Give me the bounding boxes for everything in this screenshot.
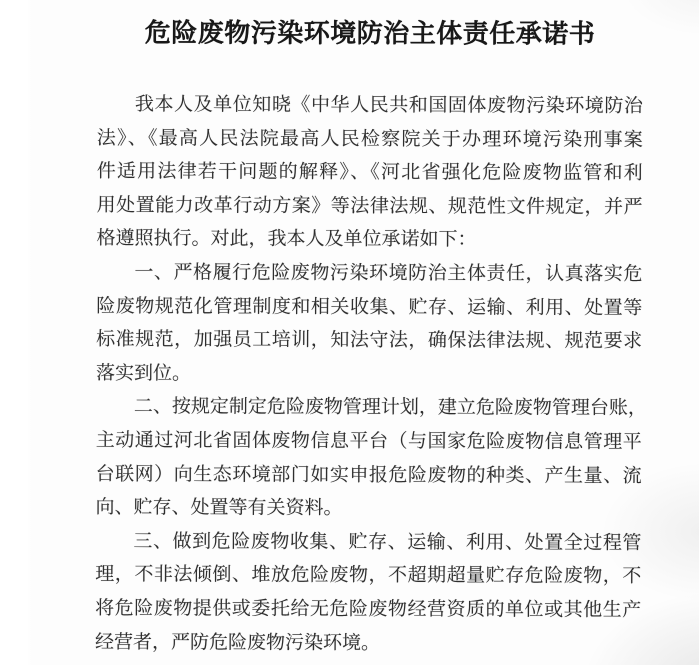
paragraph	[95, 390, 647, 526]
text-line: 主动通过河北省固体废物信息平台（与国家危险废物信息管理平	[95, 429, 642, 453]
text-line: 用处置能力改革行动方案》等法律法规、规范性文件规定，并严	[96, 194, 643, 218]
text-line: 格遵照执行。对此，我本人及单位承诺如下：	[96, 228, 477, 251]
text-line: 件适用法律若干问题的解释》、《河北省强化危险废物监管和利	[96, 161, 643, 185]
text-line: 将危险废物提供或委托给无危险废物经营资质的单位或其他生产	[95, 597, 642, 621]
paragraph	[96, 88, 643, 258]
paragraph	[96, 256, 642, 392]
paragraph	[95, 525, 641, 661]
text-line: 向、贮存、处置等有关资料。	[95, 497, 343, 519]
text-line: 法》、《最高人民法院最高人民检察院关于办理环境污染刑事案	[96, 127, 643, 151]
text-line: 落实到位。	[95, 362, 192, 385]
text-line: 标准规范，加强员工培训，知法守法，确保法律法规、规范要求	[96, 329, 643, 353]
document-title: 危险废物污染环境防治主体责任承诺书	[144, 18, 596, 49]
text-line: 险废物规范化管理制度和相关收集、贮存、运输、利用、处置等	[96, 295, 643, 319]
text-line: 我本人及单位知晓《中华人民共和国固体废物污染环境防治	[134, 94, 643, 117]
document-page	[95, 16, 647, 659]
text-line: 二、按规定制定危险废物管理计划，建立危险废物管理台账，	[133, 396, 647, 420]
text-line: 经营者，严防危险废物污染环境。	[95, 631, 381, 654]
text-line: 理，不非法倾倒、堆放危险废物，不超期超量贮存危险废物，不	[95, 564, 642, 588]
text-line: 三、做到危险废物收集、贮存、运输、利用、处置全过程管	[133, 530, 642, 554]
document-body	[95, 88, 647, 661]
text-line: 一、严格履行危险废物污染环境防治主体责任，认真落实危	[134, 262, 643, 285]
text-line: 台联网）向生态环境部门如实申报危险废物的种类、产生量、流	[95, 463, 642, 487]
